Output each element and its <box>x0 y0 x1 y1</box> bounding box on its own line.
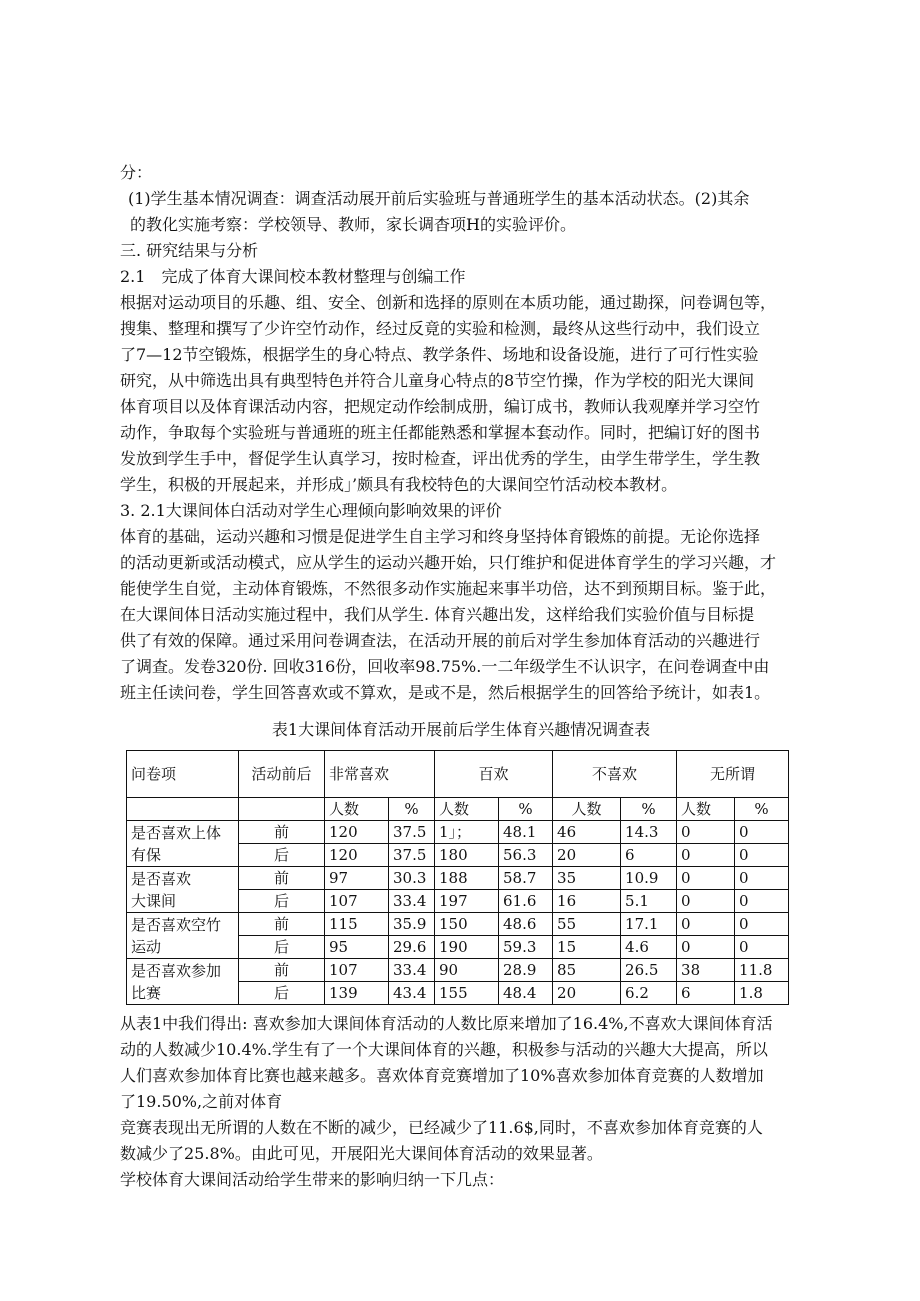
count-cell: 115 <box>325 913 389 936</box>
count-cell: 97 <box>325 867 389 890</box>
header-group: 无所谓 <box>677 751 789 798</box>
text-line: 根据对运动项目的乐趣、组、安全、创新和选择的原则在本质功能，通过勘探，问卷调包等， <box>120 293 777 312</box>
when-cell: 前 <box>239 867 325 890</box>
when-cell: 后 <box>239 844 325 867</box>
intro-fragment: 分： <box>120 163 153 182</box>
text-line: 班主任读问卷，学生回答喜欢或不算欢，是或不是，然后根据学生的回答给予统计，如表1。 <box>120 683 771 702</box>
question-line: 比赛 <box>131 983 162 1002</box>
question-line: 有保 <box>131 845 162 864</box>
count-cell: 0 <box>677 821 735 844</box>
question-cell <box>127 959 239 1005</box>
count-cell: 180 <box>435 844 499 867</box>
count-cell: 0 <box>677 867 735 890</box>
text-line: 供了有效的保障。通过采用问卷调查法，在活动开展的前后对学生参加体育活动的兴趣进行 <box>120 631 761 650</box>
when-cell: 前 <box>239 959 325 982</box>
paragraph-findings <box>120 1011 802 1115</box>
text-line: 能使学生自觉，主动体育锻炼，不然很多动作实施起来事半功倍，达不到预期目标。鉴于此， <box>120 579 777 598</box>
percent-cell: 0 <box>735 890 789 913</box>
text-line: 在大课间体日活动实施过程中，我们从学生. 体育兴趣出发，这样给我们实验价值与目标提 <box>120 605 755 624</box>
empty-cell <box>239 798 325 821</box>
question-cell <box>127 821 239 867</box>
percent-cell: 59.3 <box>499 936 553 959</box>
document-body <box>120 160 802 1193</box>
question-line: 是否喜欢 <box>131 869 192 888</box>
percent-cell: 0 <box>735 844 789 867</box>
survey-table <box>126 750 789 1005</box>
table-row <box>127 913 789 936</box>
count-cell: 188 <box>435 867 499 890</box>
count-cell: 120 <box>325 844 389 867</box>
percent-cell: 37.5 <box>389 821 435 844</box>
count-cell: 0 <box>677 890 735 913</box>
count-cell: 85 <box>553 959 621 982</box>
percent-cell: 0 <box>735 913 789 936</box>
text-line: 体育的基础，运动兴趣和习惯是促进学生自主学习和终身坚持体育锻炼的前提。无论你选择 <box>120 527 761 546</box>
percent-cell: 48.6 <box>499 913 553 936</box>
percent-cell: 28.9 <box>499 959 553 982</box>
text-line: 动作，争取每个实验班与普通班的班主任都能熟悉和掌握本套动作。同时，把编订好的图书 <box>120 423 761 442</box>
header-group: 不喜欢 <box>553 751 677 798</box>
count-cell: 197 <box>435 890 499 913</box>
percent-cell: 48.1 <box>499 821 553 844</box>
count-cell: 20 <box>553 982 621 1005</box>
question-line: 运动 <box>131 937 162 956</box>
percent-cell: 58.7 <box>499 867 553 890</box>
count-cell: 15 <box>553 936 621 959</box>
text-line: 发放到学生手中，督促学生认真学习，按时检查，评出优秀的学生，由学生带学生，学生教 <box>120 449 761 468</box>
question-line: 是否喜欢参加 <box>131 961 222 980</box>
table-row <box>127 959 789 982</box>
paragraph-textbook <box>120 290 802 498</box>
percent-cell: 30.3 <box>389 867 435 890</box>
percent-cell: 29.6 <box>389 936 435 959</box>
when-cell: 后 <box>239 890 325 913</box>
count-cell: 155 <box>435 982 499 1005</box>
table-row <box>127 867 789 890</box>
table-row <box>127 821 789 844</box>
percent-cell: 56.3 <box>499 844 553 867</box>
percent-cell: 0 <box>735 936 789 959</box>
section-3-2-1-heading: 3. 2.1大课间体白活动对学生心理倾向影响效果的评价 <box>120 501 502 520</box>
count-cell: 1」； <box>435 821 499 844</box>
subheader-pct: % <box>621 798 677 821</box>
percent-cell: 0 <box>735 821 789 844</box>
section-2-1-heading: 2.1 完成了体育大课间校本教材整理与创编工作 <box>120 267 466 286</box>
text-line: 体育项目以及体育课活动内容，把规定动作绘制成册，编订成书，教师认我观摩并学习空竹 <box>120 397 761 416</box>
count-cell: 150 <box>435 913 499 936</box>
text-line: 动的人数减少10.4%.学生有了一个大课间体育的兴趣，积极参与活动的兴趣大大提高，所以 <box>120 1040 768 1059</box>
subheader-pct: % <box>735 798 789 821</box>
survey-item-line: (1)学生基本情况调查：调查活动展开前后实验班与普通班学生的基本活动状态。(2)其余 <box>128 189 750 208</box>
count-cell: 38 <box>677 959 735 982</box>
percent-cell: 61.6 <box>499 890 553 913</box>
percent-cell: 1.8 <box>735 982 789 1005</box>
percent-cell: 17.1 <box>621 913 677 936</box>
percent-cell: 11.8 <box>735 959 789 982</box>
count-cell: 90 <box>435 959 499 982</box>
percent-cell: 6.2 <box>621 982 677 1005</box>
percent-cell: 5.1 <box>621 890 677 913</box>
when-cell: 后 <box>239 936 325 959</box>
count-cell: 46 <box>553 821 621 844</box>
text-line: 数减少了25.8%。由此可见，开展阳光大课间体育活动的效果显著。 <box>120 1144 603 1163</box>
subheader-count: 人数 <box>677 798 735 821</box>
percent-cell: 43.4 <box>389 982 435 1005</box>
table-caption: 表1大课间体育活动开展前后学生体育兴趣情况调查表 <box>271 720 651 739</box>
subheader-count: 人数 <box>325 798 389 821</box>
percent-cell: 26.5 <box>621 959 677 982</box>
subheader-pct: % <box>389 798 435 821</box>
text-line: 搜集、整理和撰写了少许空竹动作，经过反竟的实验和检测，最终从这些行动中，我们设立 <box>120 319 761 338</box>
text-line: 人们喜欢参加体育比赛也越来越多。喜欢体育竞赛增加了10%喜欢参加体育竞赛的人数增加 <box>120 1066 764 1085</box>
text-line: 竞赛表现出无所谓的人数在不断的减少，已经减少了11.6$,同时，不喜欢参加体育竞赛的人 <box>120 1118 763 1137</box>
question-line: 是否喜欢空竹 <box>131 915 222 934</box>
count-cell: 0 <box>677 936 735 959</box>
survey-body <box>127 821 789 1005</box>
question-cell <box>127 913 239 959</box>
count-cell: 6 <box>677 982 735 1005</box>
count-cell: 20 <box>553 844 621 867</box>
percent-cell: 10.9 <box>621 867 677 890</box>
percent-cell: 48.4 <box>499 982 553 1005</box>
subheader-pct: % <box>499 798 553 821</box>
text-line: 了7—12节空锻炼，根据学生的身心特点、教学条件、场地和设备设施，进行了可行性实验 <box>120 345 759 364</box>
header-question: 问卷项 <box>127 751 239 798</box>
count-cell: 139 <box>325 982 389 1005</box>
text-line: 从表1中我们得出: 喜欢参加大课间体育活动的人数比原来增加了16.4%,不喜欢大课间体育活 <box>120 1014 773 1033</box>
percent-cell: 0 <box>735 867 789 890</box>
text-line: 研究，从中筛选出具有典型特色并符合儿童身心特点的8节空竹操，作为学校的阳光大课间 <box>120 371 755 390</box>
count-cell: 190 <box>435 936 499 959</box>
text-line: 了19.50%,之前对体育 <box>120 1092 283 1111</box>
percent-cell: 37.5 <box>389 844 435 867</box>
percent-cell: 35.9 <box>389 913 435 936</box>
count-cell: 120 <box>325 821 389 844</box>
question-line: 是否喜欢上体 <box>131 823 222 842</box>
when-cell: 前 <box>239 821 325 844</box>
count-cell: 0 <box>677 913 735 936</box>
when-cell: 前 <box>239 913 325 936</box>
survey-item-line: 的教化实施考察：学校领导、教师，家长调杳项H的实验评价。 <box>130 215 576 234</box>
empty-cell <box>127 798 239 821</box>
header-group: 非常喜欢 <box>325 751 435 798</box>
text-line: 学生，积极的开展起来，并形成」’颇具有我校特色的大课间空竹活动校本教材。 <box>120 475 678 494</box>
count-cell: 16 <box>553 890 621 913</box>
count-cell: 0 <box>677 844 735 867</box>
header-when: 活动前后 <box>239 751 325 798</box>
question-line: 大课间 <box>131 891 177 910</box>
count-cell: 107 <box>325 890 389 913</box>
table-subheader-row <box>127 798 789 821</box>
count-cell: 35 <box>553 867 621 890</box>
count-cell: 107 <box>325 959 389 982</box>
count-cell: 95 <box>325 936 389 959</box>
subheader-count: 人数 <box>553 798 621 821</box>
text-line: 的活动更新或活动模式，应从学生的运动兴趣开始，只仃维护和促进体育学生的学习兴趣，才 <box>120 553 777 572</box>
count-cell: 55 <box>553 913 621 936</box>
section-3-heading: 三. 研究结果与分析 <box>120 241 259 260</box>
when-cell: 后 <box>239 982 325 1005</box>
percent-cell: 33.4 <box>389 890 435 913</box>
subheader-count: 人数 <box>435 798 499 821</box>
paragraph-interest <box>120 524 802 706</box>
question-cell <box>127 867 239 913</box>
percent-cell: 14.3 <box>621 821 677 844</box>
text-line: 了调查。发卷320份. 回收316份，回收率98.75%.一二年级学生不认识字，在问卷调查中由 <box>120 657 770 676</box>
percent-cell: 6 <box>621 844 677 867</box>
header-group: 百欢 <box>435 751 553 798</box>
percent-cell: 4.6 <box>621 936 677 959</box>
percent-cell: 33.4 <box>389 959 435 982</box>
text-line: 学校体育大课间活动给学生带来的影响归纳一下几点： <box>120 1170 505 1189</box>
paragraph-competition <box>120 1115 802 1167</box>
